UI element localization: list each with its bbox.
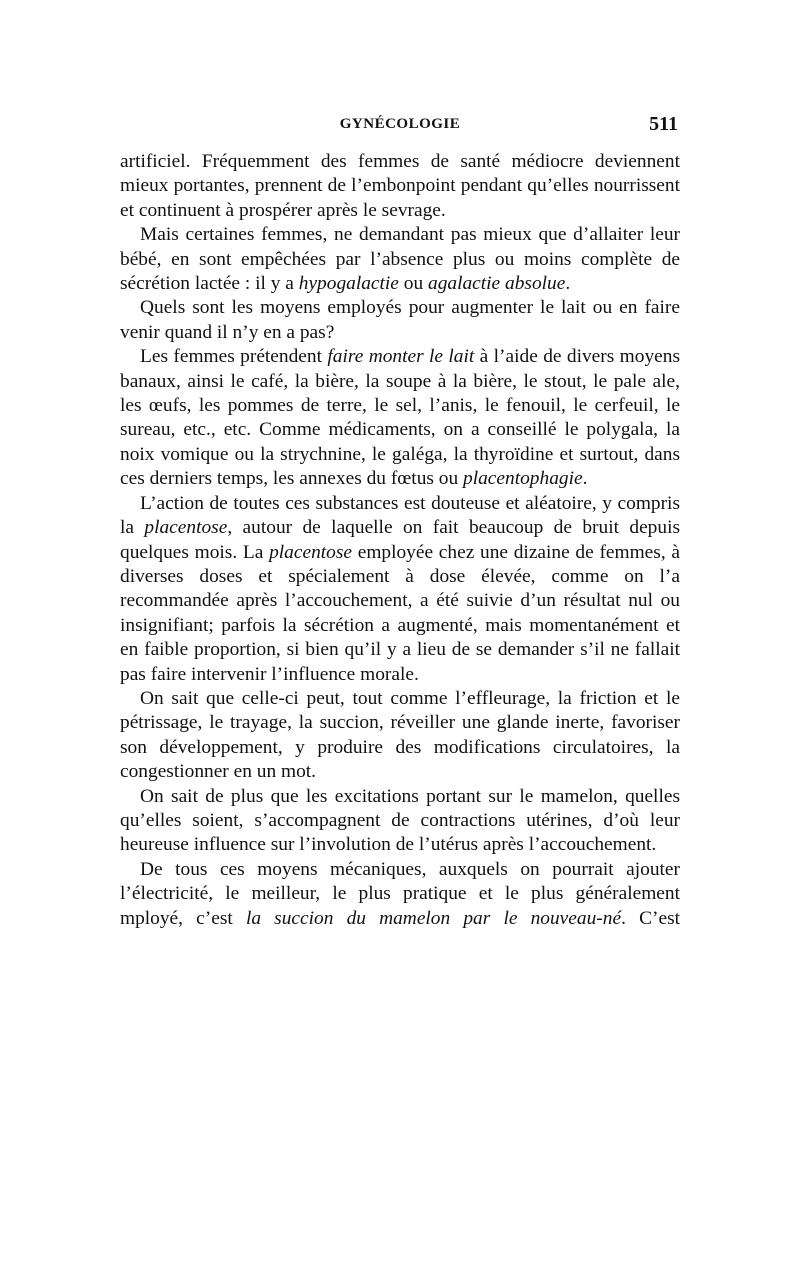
text-run: employée chez une dizaine de femmes, à diverses doses et spécialement à dose élevée, comme on l’a recommandée après l’accouchement, a été suivie d’un résultat nul ou insignifiant; parfois la sécrétion a augmenté, mais momentanément et en faible proportion, si bien qu’il y a lieu de se demander s’il ne fallait pas faire intervenir l’influence morale. (120, 541, 680, 685)
paragraph (120, 223, 680, 296)
paragraph (120, 858, 680, 931)
text-run: , autour de laquelle on fait beaucoup de bruit depuis quelques mois. La (120, 517, 680, 563)
page-number: 511 (649, 113, 678, 135)
paragraph (120, 150, 680, 223)
italic-term: agalactie absolue (428, 273, 566, 295)
text-run: . C’est (621, 907, 680, 929)
text-run: à l’aide de divers moyens banaux, ainsi le café, la bière, la soupe à la bière, le stout, le pale ale, les œufs, les pommes de terre, le sel, l’anis, le fenouil, le cerfeuil, le sureau, etc., etc. Comme médicaments, on a conseillé le polygala, la noix vomique ou la strychnine, le galéga, la thyroïdine et surtout, dans ces derniers temps, les annexes du fœtus ou (120, 346, 681, 490)
paragraph (120, 492, 680, 687)
italic-term: placentose (144, 517, 228, 539)
paragraph (120, 345, 680, 491)
text-run: Mais certaines femmes, ne demandant pas mieux que d’allaiter leur bébé, en sont empêchées par l’absence plus ou moins complète de sécrétion lactée : il y a (120, 224, 680, 295)
text-run: . (582, 468, 588, 490)
page-header (120, 113, 680, 142)
italic-term: la succion du mamelon par le nouveau-né (245, 907, 622, 929)
text-run: Quels sont les moyens employés pour augmenter le lait ou en faire venir quand il n’y en a pas? (120, 297, 680, 343)
text-run: . (565, 273, 571, 295)
text-run: Les femmes prétendent (140, 346, 328, 368)
italic-term: placentophagie (463, 468, 583, 490)
body-text (120, 150, 680, 931)
italic-term: hypogalactie (298, 273, 399, 295)
paragraph (120, 785, 680, 858)
text-run: On sait de plus que les excitations portant sur le mamelon, quelles qu’elles soient, s’accompagnent de contractions utérines, d’où leur heureuse influence sur l’involution de l’utérus après l’accouchement. (120, 785, 680, 856)
running-title: GYNÉCOLOGIE (339, 116, 461, 132)
text-run: On sait que celle-ci peut, tout comme l’effleurage, la friction et le pétrissage, le trayage, la succion, réveiller une glande inerte, favoriser son développement, y produire des modifications circulatoires, la congestionner en un mot. (120, 687, 680, 783)
italic-term: placentose (269, 541, 352, 563)
italic-term: faire monter le lait (327, 346, 475, 368)
paragraph (120, 687, 680, 785)
paragraph (120, 296, 680, 345)
text-run: artificiel. Fréquemment des femmes de santé médiocre deviennent mieux portantes, prennent de l’embonpoint pendant qu’elles nourrissent et continuent à prospérer après le sevrage. (120, 151, 680, 221)
text-run: L’action de toutes ces substances est douteuse et aléatoire, y compris la (120, 492, 680, 539)
text-run: ou (398, 273, 428, 295)
text-run: De tous ces moyens mécaniques, auxquels on pourrait ajouter l’électricité, le meilleur, le plus pratique et le plus généralement mployé, c’est (120, 858, 680, 929)
